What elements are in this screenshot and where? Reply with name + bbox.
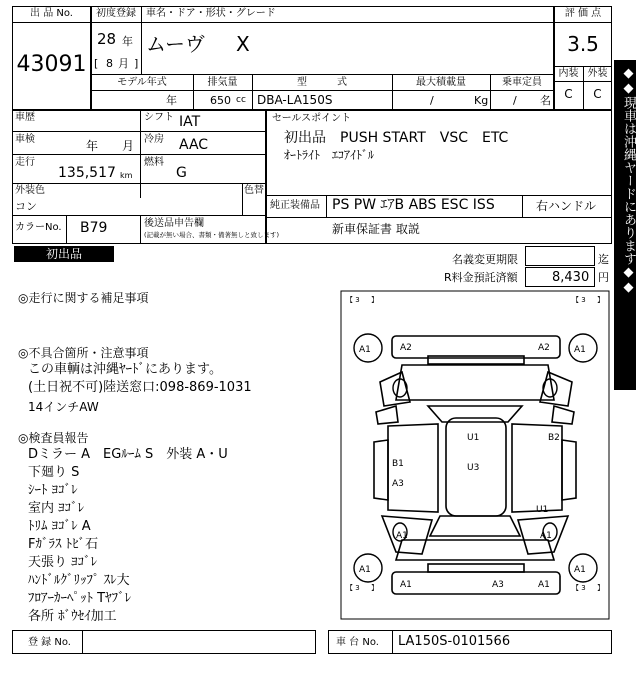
interior-label: 内装 xyxy=(558,68,579,79)
fuel-label: 燃料 xyxy=(144,157,164,168)
mark-front-bumper-left: A2 xyxy=(400,343,412,353)
mark-roof-u1: U1 xyxy=(467,433,480,443)
mark-tire-rr: A1 xyxy=(574,565,586,575)
interior-grade: C xyxy=(564,87,573,101)
inspector-line-5: ﾄﾘﾑ ﾖｺﾞﾚ A xyxy=(28,519,91,534)
mark-tire-fr: A1 xyxy=(574,345,586,355)
chassis-number: LA150S-0101566 xyxy=(398,634,511,649)
exterior-grade: C xyxy=(593,87,602,101)
mileage-value: 135,517 xyxy=(58,165,116,181)
first-reg-label: 初度登録 xyxy=(96,8,136,19)
inspector-line-6: Fｶﾞﾗｽ ﾄﾋﾞ石 xyxy=(28,537,99,552)
defect-line-1: この車輌は沖縄ﾔｰﾄﾞにあります。 xyxy=(28,362,222,377)
inspector-title: ◎検査員報告 xyxy=(18,431,89,445)
max-load-unit: Kg xyxy=(474,94,489,107)
defect-line-3: 14インチAW xyxy=(28,400,99,414)
capacity-slash: / xyxy=(513,94,517,107)
color-no-label: カラーNo. xyxy=(15,222,62,233)
tire-tread-top-right: 【 3 】 xyxy=(572,296,605,304)
inspector-line-8: ﾊﾝﾄﾞﾙｸﾞﾘｯﾌﾟ ｽﾚ大 xyxy=(28,573,130,588)
mark-tire-fl: A1 xyxy=(359,345,371,355)
first-listing-banner: 初出品 xyxy=(14,246,114,262)
reg-year: 28 xyxy=(97,30,117,48)
displacement-unit: cc xyxy=(236,95,246,105)
sales-point-label: セールスポイント xyxy=(272,113,352,124)
mileage-label: 走行 xyxy=(15,157,35,168)
ext-color-value: コン xyxy=(15,200,37,213)
recycle-label: R料金預託済額 xyxy=(444,271,518,284)
shift-value: IAT xyxy=(179,114,201,130)
inspector-line-3: ｼｰﾄ ﾖｺﾞﾚ xyxy=(28,483,78,498)
reg-month: 8 xyxy=(106,57,113,70)
score-value: 3.5 xyxy=(567,32,599,56)
aftermarket-note: (記載が無い場合、書類・備著無しと致します) xyxy=(144,231,280,239)
reg-month-open: [ xyxy=(94,57,99,70)
recycle-unit: 円 xyxy=(598,271,609,284)
defect-line-2: (土日祝不可)陸送窓口:098-869-1031 xyxy=(28,380,252,395)
ac-label: 冷房 xyxy=(144,134,164,145)
sales-point-line1: 初出品 PUSH START VSC ETC xyxy=(284,130,509,146)
mark-rear-bumper-mid: A3 xyxy=(492,580,504,590)
mark-left-door-b1: B1 xyxy=(392,459,404,469)
inspection-year-unit: 年 xyxy=(86,139,99,153)
car-grade: X xyxy=(236,32,250,56)
reg-year-unit: 年 xyxy=(122,35,133,48)
max-load-label: 最大積載量 xyxy=(416,77,466,88)
inspector-line-7: 天張り ﾖｺﾞﾚ xyxy=(28,555,98,570)
mileage-unit: km xyxy=(120,171,133,180)
mark-rear-bumper-left: A1 xyxy=(400,580,412,590)
mark-right-door-b2: B2 xyxy=(548,433,560,443)
reg-month-close: ] xyxy=(134,57,139,70)
model-year-label: モデル年式 xyxy=(117,77,167,88)
chassis-label: 車 台 No. xyxy=(336,637,379,648)
car-condition-diagram xyxy=(340,290,610,620)
max-load-slash: / xyxy=(430,94,434,107)
tire-tread-top-left: 【 3 】 xyxy=(346,296,379,304)
history-label: 車歴 xyxy=(15,112,35,123)
car-name: ムーヴ xyxy=(146,32,205,56)
sales-point-line2: ｵｰﾄﾗｲﾄ ｴｺｱｲﾄﾞﾙ xyxy=(284,148,375,162)
exterior-label: 外装 xyxy=(587,68,608,79)
handle-value: 右ハンドル xyxy=(536,199,597,213)
aftermarket-label: 後送品申告欄 xyxy=(144,218,204,229)
warranty-value: 新車保証書 取説 xyxy=(332,222,420,236)
fuel-value: G xyxy=(176,165,187,181)
mark-rear-bumper-right: A1 xyxy=(538,580,550,590)
displacement-value: 650 xyxy=(210,94,231,107)
mark-left-quarter-a1: A1 xyxy=(396,531,408,541)
name-change-box xyxy=(525,246,595,266)
driving-notes-title: ◎走行に関する補足事項 xyxy=(18,291,149,305)
name-change-suffix: 迄 xyxy=(598,253,609,266)
side-banner-text: ◆◆現車は沖縄ヤードにあります◆◆ xyxy=(621,66,636,295)
color-change-label: 色替 xyxy=(244,185,264,196)
mark-left-door-a3: A3 xyxy=(392,479,404,489)
inspector-line-10: 各所 ﾎﾞｳｾｲ加工 xyxy=(28,609,117,624)
score-label: 評 価 点 xyxy=(564,8,602,19)
capacity-label: 乗車定員 xyxy=(502,77,542,88)
mark-tire-rl: A1 xyxy=(359,565,371,575)
ac-value: AAC xyxy=(179,137,209,153)
defects-title: ◎不具合箇所・注意事項 xyxy=(18,346,149,360)
displacement-label: 排気量 xyxy=(207,77,238,88)
mark-right-quarter-u1: U1 xyxy=(536,505,549,515)
mark-roof-u3: U3 xyxy=(467,463,480,473)
inspector-line-2: 下廻り S xyxy=(28,465,80,480)
ext-color-label: 外装色 xyxy=(15,185,45,196)
lot-number: 43091 xyxy=(16,52,87,77)
inspector-line-1: Dミラー A EGﾙｰﾑ S 外装 A・U xyxy=(28,447,228,462)
model-code-value: DBA-LA150S xyxy=(257,93,333,107)
equipment-value: PS PW ｴｱB ABS ESC ISS xyxy=(332,197,495,213)
inspector-line-4: 室内 ﾖｺﾞﾚ xyxy=(28,501,85,516)
tire-tread-bottom-left: 【 3 】 xyxy=(346,584,379,592)
capacity-unit: 名 xyxy=(540,94,551,107)
tire-tread-bottom-right: 【 3 】 xyxy=(572,584,605,592)
inspector-line-9: ﾌﾛｱｰｶｰﾍﾟｯﾄ Tﾔﾌﾞﾚ xyxy=(28,591,132,606)
model-code-label: 型 式 xyxy=(297,77,347,88)
reg-month-unit: 月 xyxy=(118,57,129,70)
reg-no-label: 登 録 No. xyxy=(28,637,71,648)
car-name-label: 車名・ドア・形状・グレード xyxy=(146,8,276,19)
recycle-amount: 8,430 xyxy=(552,270,590,285)
name-change-label: 名義変更期限 xyxy=(452,253,518,266)
mark-front-bumper-right: A2 xyxy=(538,343,550,353)
equipment-label: 純正装備品 xyxy=(270,200,320,211)
inspection-label: 車検 xyxy=(15,134,35,145)
shift-label: シフト xyxy=(144,112,174,123)
model-year-unit: 年 xyxy=(166,94,177,107)
lot-label: 出 品 No. xyxy=(30,8,73,19)
inspection-month-unit: 月 xyxy=(122,139,135,153)
mark-right-quarter-a1: A1 xyxy=(540,531,552,541)
color-no-value: B79 xyxy=(80,220,108,236)
